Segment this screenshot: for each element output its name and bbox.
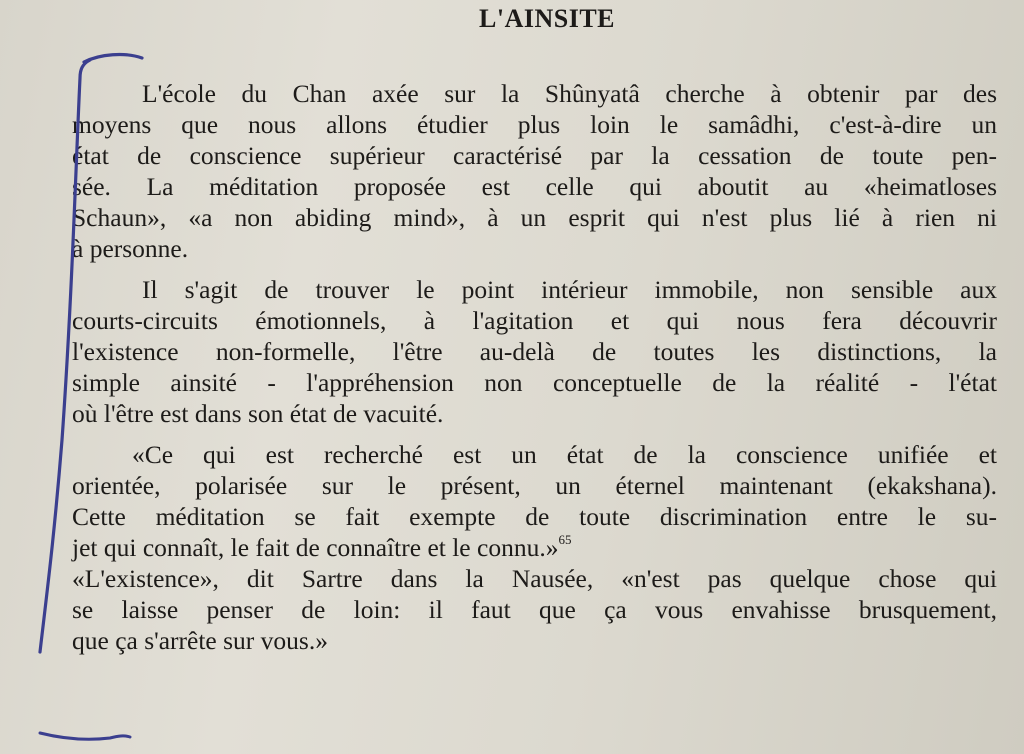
text-line: Cette méditation se fait exempte de toute discrimination entre le su-	[72, 502, 997, 531]
quote-end-text: jet qui connaît, le fait de connaître et le connu.»	[72, 533, 559, 562]
paragraph-2	[72, 274, 997, 429]
text-line: où l'être est dans son état de vacuité.	[72, 399, 444, 428]
page-title: L'AINSITE	[479, 4, 615, 33]
text-line: état de conscience supérieur caractérisé par la cessation de toute pen-	[72, 141, 997, 170]
footnote-marker: 65	[558, 532, 572, 547]
text-line: sée. La méditation proposée est celle qui aboutit au «heimatloses	[72, 172, 997, 201]
text-line: l'existence non-formelle, l'être au-delà de toutes les distinctions, la	[72, 337, 997, 366]
text-line: «Ce qui est recherché est un état de la conscience unifiée et	[132, 440, 997, 469]
text-line: «L'existence», dit Sartre dans la Nausée, «n'est pas quelque chose qui	[72, 564, 997, 593]
text-line: orientée, polarisée sur le présent, un éternel maintenant (ekakshana).	[72, 471, 997, 500]
underline-mark	[40, 733, 130, 739]
paragraph-3-quote	[72, 439, 997, 563]
body-text	[72, 78, 997, 656]
text-line: L'école du Chan axée sur la Shûnyatâ cherche à obtenir par des	[142, 79, 997, 108]
paragraph-1	[72, 78, 997, 264]
text-line	[72, 532, 997, 563]
text-line: Il s'agit de trouver le point intérieur immobile, non sensible aux	[142, 275, 997, 304]
text-line: moyens que nous allons étudier plus loin le samâdhi, c'est-à-dire un	[72, 110, 997, 139]
text-line: que ça s'arrête sur vous.»	[72, 626, 328, 655]
text-line: Schaun», «a non abiding mind», à un esprit qui n'est plus lié à rien ni	[72, 203, 997, 232]
paragraph-4	[72, 563, 997, 656]
text-line: à personne.	[72, 234, 189, 263]
text-line: se laisse penser de loin: il faut que ça vous envahisse brusquement,	[72, 595, 997, 624]
text-line: simple ainsité - l'appréhension non conceptuelle de la réalité - l'état	[72, 368, 997, 397]
text-line: courts-circuits émotionnels, à l'agitation et qui nous fera découvrir	[72, 306, 997, 335]
